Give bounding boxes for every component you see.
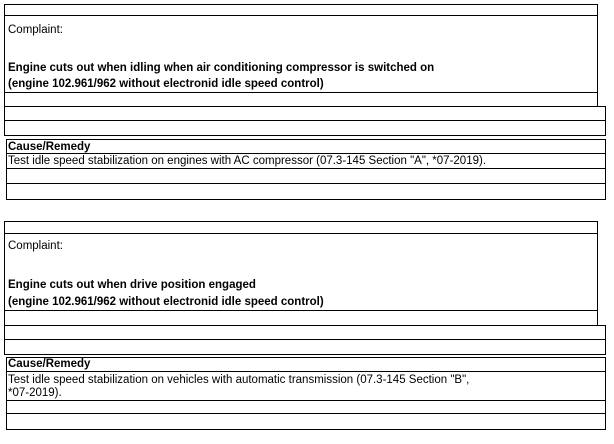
- blank-row-1d: [6, 168, 606, 184]
- blank-row-1e: [6, 183, 606, 200]
- cause-label-1: Cause/Remedy: [8, 141, 91, 153]
- remedy-text-2a: Test idle speed stabilization on vehicles with automatic transmission (07.3-145 Section "B",: [8, 374, 470, 386]
- blank-row-2b: [4, 325, 606, 340]
- blank-row-2d: [6, 400, 606, 414]
- blank-row-1b: [4, 106, 606, 121]
- complaint-engine-1: (engine 102.961/962 without electronid idle speed control): [8, 78, 324, 90]
- blank-row-2a: [4, 310, 598, 326]
- remedy-text-1: Test idle speed stabilization on engines with AC compressor (07.3-145 Section "A", *07-2019).: [8, 155, 487, 167]
- blank-row-2e: [6, 413, 606, 430]
- blank-row-1a: [4, 92, 598, 107]
- complaint-engine-2: (engine 102.961/962 without electronid idle speed control): [8, 296, 324, 308]
- blank-row-2c: [4, 339, 606, 355]
- complaint-text-2: Engine cuts out when drive position engaged: [8, 279, 256, 291]
- complaint-label-2: Complaint:: [8, 240, 63, 252]
- cause-header-row-2: [6, 357, 606, 372]
- complaint-text-1: Engine cuts out when idling when air conditioning compressor is switched on: [8, 62, 435, 74]
- blank-row-1c: [4, 120, 606, 136]
- cause-header-row-1: [6, 139, 606, 154]
- remedy-text-2b: *07-2019).: [8, 387, 62, 399]
- complaint-label-1: Complaint:: [8, 24, 63, 36]
- cause-label-2: Cause/Remedy: [8, 358, 91, 370]
